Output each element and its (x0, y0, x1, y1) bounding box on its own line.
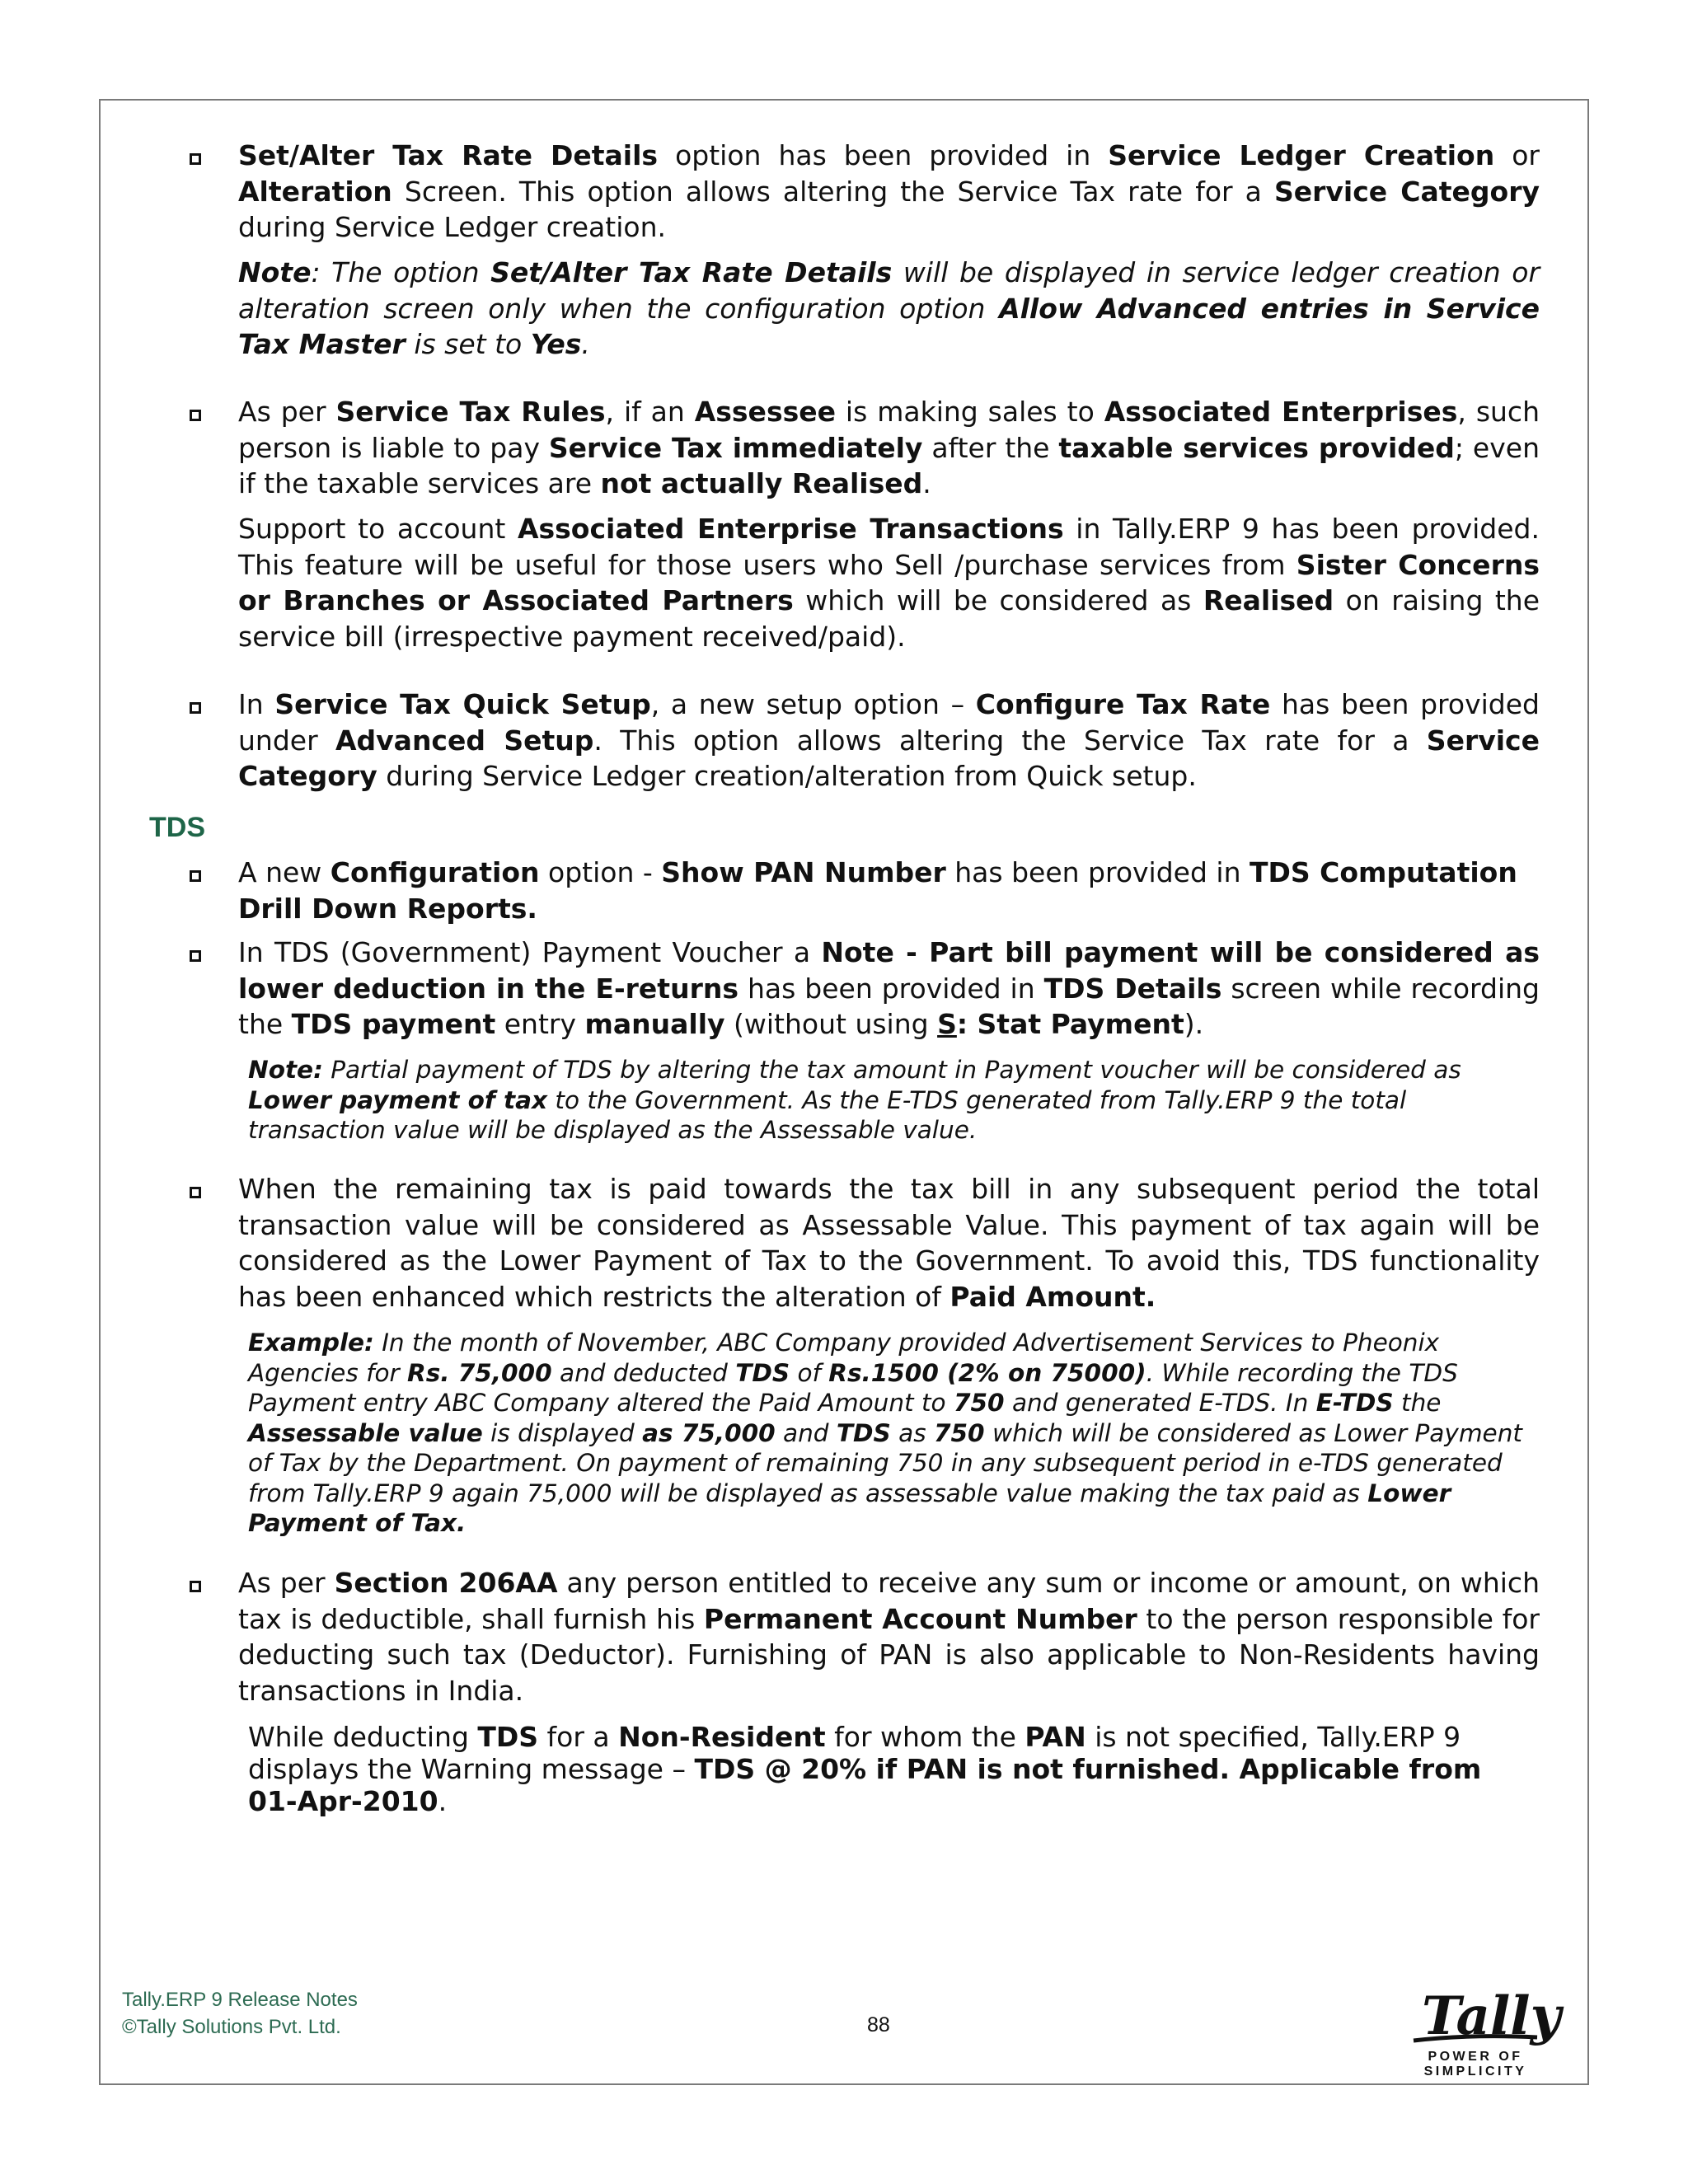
paragraph-part-bill-payment: In TDS (Government) Payment Voucher a Note - Part bill payment will be considered as lower deduction in the E-returns has been provided in TDS Details screen while recording the TDS payment entry manually (without using S: Stat Payment). (238, 936, 1540, 1040)
footer-text (122, 1986, 358, 2041)
note-set-alter-tax-rate: Note: The option Set/Alter Tax Rate Details will be displayed in service ledger creation or alteration screen only when the configuration option Allow Advanced entries in Service Tax Master is set to Yes. (238, 256, 1540, 360)
paragraph-non-resident-warning: While deducting TDS for a Non-Resident for whom the PAN is not specified, Tally.ERP 9 displays the Warning message – TDS @ 20% if PAN is not furnished. Applicable from 01-Apr-2010. (248, 1721, 1482, 1817)
bullet-icon (190, 1187, 201, 1198)
example-paid-amount: Example: In the month of November, ABC Company provided Advertisement Services to Pheonix Agencies for Rs. 75,000 and deducted TDS of Rs.1500 (2% on 75000). While recording the TDS Payment entry ABC Company altered the Paid Amount to 750 and generated E-TDS. In E-TDS the Assessable value is displayed as 75,000 and TDS as 750 which will be considered as Lower Payment of Tax by the Department. On payment of remaining 750 in any subsequent period in e-TDS generated from Tally.ERP 9 again 75,000 will be displayed as assessable value making the tax paid as Lower Payment of Tax. (248, 1329, 1522, 1537)
footer-copyright: ©Tally Solutions Pvt. Ltd. (122, 2016, 341, 2038)
bullet-icon (190, 702, 201, 714)
note-partial-payment: Note: Partial payment of TDS by altering the tax amount in Payment voucher will be considered as Lower payment of tax to the Government. As the E-TDS generated from Tally.ERP 9 the total transaction value will be displayed as the Assessable value. (248, 1056, 1461, 1144)
section-heading-tds: TDS (149, 812, 205, 843)
paragraph-associated-enterprise-support: Support to account Associated Enterprise Transactions in Tally.ERP 9 has been provided. This feature will be useful for those users who Sell /purchase services from Sister Concerns or Branches or Associated Partners which will be considered as Realised on raising the service bill (irrespective payment received/paid). (238, 513, 1540, 653)
page-number: 88 (867, 2013, 890, 2036)
paragraph-remaining-tax: When the remaining tax is paid towards the tax bill in any subsequent period the total transaction value will be considered as Assessable Value. This payment of tax again will be considered as the Lower Payment of Tax to the Government. To avoid this, TDS functionality has been enhanced which restricts the alteration of Paid Amount. (238, 1173, 1540, 1313)
bullet-icon (190, 410, 201, 421)
paragraph-show-pan-number: A new Configuration option - Show PAN Number has been provided in TDS Computation Drill Down Reports. (238, 856, 1517, 925)
paragraph-set-alter-tax-rate: Set/Alter Tax Rate Details option has been provided in Service Ledger Creation or Alteration Screen. This option allows altering the Service Tax rate for a Service Category during Service Ledger creation. (238, 139, 1540, 243)
bullet-icon (190, 1581, 201, 1592)
bullet-icon (190, 870, 201, 882)
paragraph-quick-setup: In Service Tax Quick Setup, a new setup option – Configure Tax Rate has been provided under Advanced Setup. This option allows altering the Service Tax rate for a Service Category during Service Ledger creation/alteration from Quick setup. (238, 688, 1540, 792)
footer-doc-title: Tally.ERP 9 Release Notes (122, 1989, 358, 2011)
paragraph-section-206aa: As per Section 206AA any person entitled to receive any sum or income or amount, on which tax is deductible, shall furnish his Permanent Account Number to the person responsible for deducting such tax (Deductor). Furnishing of PAN is also applicable to Non-Residents having transactions in India. (238, 1567, 1540, 1707)
bullet-icon (190, 153, 201, 165)
paragraph-service-tax-rules: As per Service Tax Rules, if an Assessee is making sales to Associated Enterprises, such person is liable to pay Service Tax immediately after the taxable services provided; even if the taxable services are not actually Realised. (238, 396, 1540, 499)
logo-wordmark: Tally (1422, 1985, 1561, 2047)
logo-tagline: POWER OF SIMPLICITY (1423, 2050, 1527, 2079)
bullet-icon (190, 950, 201, 962)
